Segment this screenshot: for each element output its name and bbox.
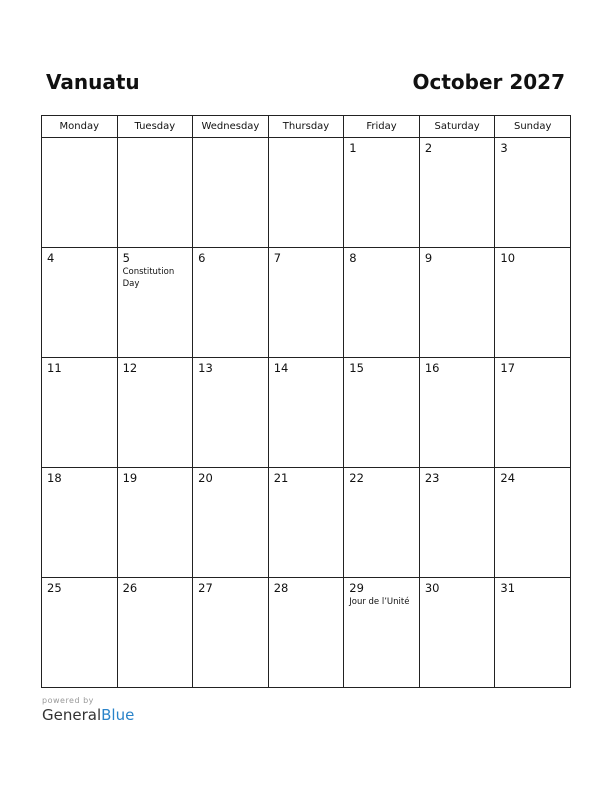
weekday-sunday: Sunday [495,116,571,138]
day-number: 15 [349,361,364,375]
day-number: 12 [122,361,138,375]
day-number: 3 [500,141,508,155]
day-cell [193,468,269,578]
weekday-friday: Friday [344,116,420,138]
holiday-label: Constitution Day [122,267,175,289]
day-cell [117,358,193,468]
day-number: 22 [349,471,364,485]
day-cell [117,578,193,688]
week-row [42,468,571,578]
day-number: 29 [349,581,364,595]
day-cell [268,468,344,578]
day-cell [344,138,420,248]
day-cell [495,468,571,578]
month-title: October 2027 [412,70,565,94]
day-cell [419,138,495,248]
day-cell [419,358,495,468]
day-cell [117,138,193,248]
weekday-thursday: Thursday [268,116,344,138]
calendar-body [42,138,571,688]
day-number: 8 [349,251,357,265]
week-row [42,358,571,468]
brand-blue: Blue [101,706,135,724]
day-number: 1 [349,141,357,155]
day-cell [268,578,344,688]
day-cell [419,468,495,578]
day-number: 5 [122,251,130,265]
day-number: 9 [424,251,433,265]
day-cell [268,248,344,358]
day-number: 13 [198,361,213,375]
day-cell [193,358,269,468]
day-cell [419,578,495,688]
day-number: 31 [500,581,516,595]
day-number: 16 [424,361,440,375]
day-cell [344,358,420,468]
day-cell [268,138,344,248]
day-cell [42,578,118,688]
week-row [42,138,571,248]
day-cell [42,468,118,578]
week-row [42,578,571,688]
day-cell [344,578,420,688]
day-cell [42,358,118,468]
day-cell [42,138,118,248]
day-number: 17 [500,361,516,375]
country-title: Vanuatu [46,70,140,94]
day-cell [193,138,269,248]
weekday-header-row [42,116,571,138]
day-number: 30 [424,581,440,595]
day-number: 10 [500,251,516,265]
weekday-wednesday: Wednesday [193,116,269,138]
day-cell [495,578,571,688]
holiday-label: Jour de l’Unité [349,597,410,607]
day-cell [117,248,193,358]
day-cell [495,138,571,248]
day-number: 19 [122,471,138,485]
day-number: 25 [47,581,62,595]
day-cell [495,358,571,468]
calendar-header [41,70,571,100]
day-number: 21 [273,471,289,485]
day-cell [344,248,420,358]
day-number: 6 [198,251,206,265]
day-cell [193,578,269,688]
weekday-saturday: Saturday [419,116,495,138]
day-number: 2 [424,141,433,155]
brand-general: General [42,706,102,724]
day-cell [42,248,118,358]
day-cell [193,248,269,358]
calendar-grid [41,115,571,688]
brand-logo [42,706,134,724]
day-number: 26 [122,581,138,595]
day-cell [117,468,193,578]
week-row [42,248,571,358]
day-number: 11 [47,361,62,375]
day-number: 24 [500,471,516,485]
weekday-monday: Monday [42,116,118,138]
day-cell [495,248,571,358]
day-cell [419,248,495,358]
day-number: 23 [424,471,440,485]
day-number: 18 [47,471,62,485]
day-cell [268,358,344,468]
day-cell [344,468,420,578]
weekday-tuesday: Tuesday [117,116,193,138]
day-number: 4 [47,251,55,265]
day-number: 27 [198,581,213,595]
day-number: 20 [198,471,213,485]
day-number: 7 [273,251,282,265]
powered-by-text: powered by [42,696,94,705]
day-number: 14 [273,361,289,375]
day-number: 28 [273,581,289,595]
footer [42,696,134,724]
